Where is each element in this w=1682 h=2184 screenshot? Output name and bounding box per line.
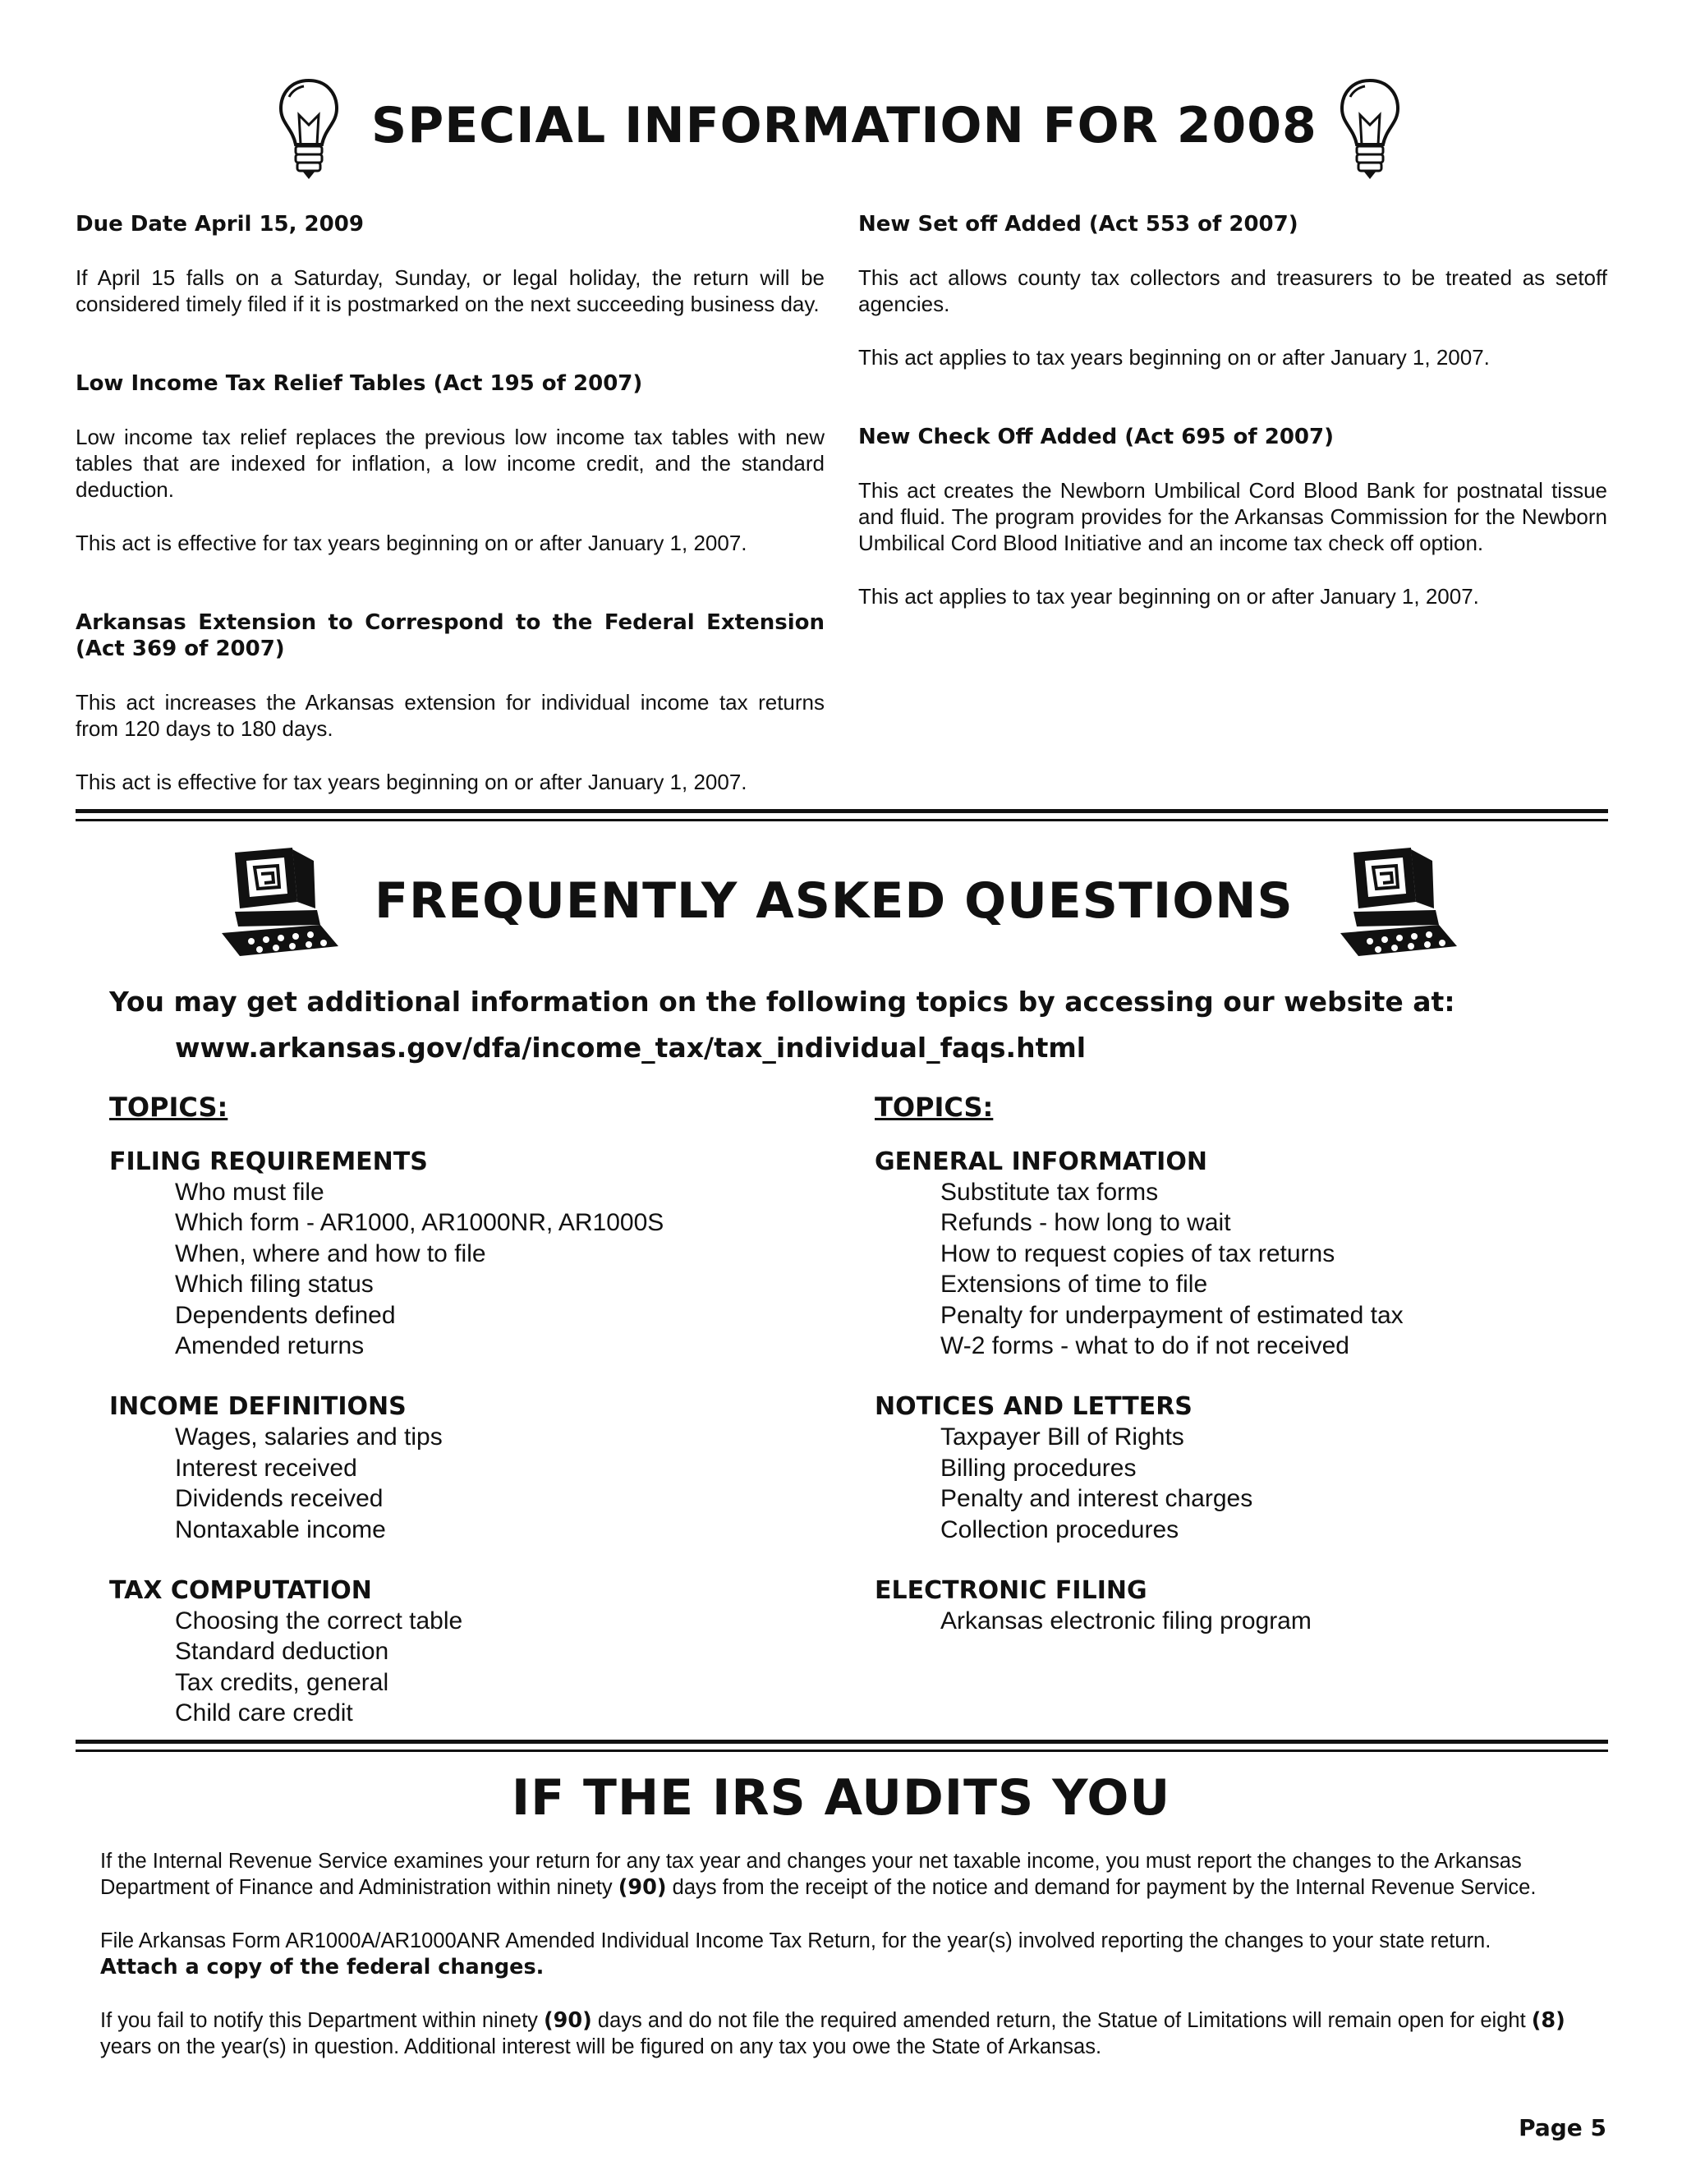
due-date-text: If April 15 falls on a Saturday, Sunday, or legal holiday, the return will be considered timely filed if it is postmarked on the next succeeding business day. [76, 265, 825, 316]
irs-p3-text-b: days and do not file the required amended return, the Statue of Limitations will remain open for eight [591, 2009, 1532, 2032]
topic-group-general [875, 1147, 1581, 1361]
topic-group-electronic [875, 1575, 1581, 1636]
section-divider-2b [76, 1749, 1608, 1752]
topic-item: Substitute tax forms [940, 1179, 1159, 1206]
irs-p1-text-a: If the Internal Revenue Service examines your return for any tax year and changes your net taxable income, you must report the changes to the Arkansas Department of Finance and Administration within ninety [100, 1850, 1522, 1899]
extension-heading: Arkansas Extension to Correspond to the Federal Extension (Act 369 of 2007) [76, 610, 825, 661]
special-left-column [76, 211, 825, 795]
checkoff-heading: New Check Off Added (Act 695 of 2007) [858, 425, 1334, 449]
faq-topics-right [875, 1091, 1581, 1667]
topic-item: Amended returns [175, 1332, 365, 1360]
lightbulb-icon-left [276, 76, 342, 184]
irs-p3-number-1: (90) [544, 2008, 592, 2033]
topic-item: Who must file [175, 1179, 324, 1206]
topic-group-filing [109, 1147, 816, 1361]
topic-item: Billing procedures [940, 1454, 1137, 1482]
topic-item: Refunds - how long to wait [940, 1209, 1231, 1237]
section-divider-2 [76, 1740, 1608, 1744]
irs-p2-text: File Arkansas Form AR1000A/AR1000ANR Amended Individual Income Tax Return, for the year(s) involved reporting the changes to your state return. [100, 1929, 1491, 1952]
setoff-heading: New Set off Added (Act 553 of 2007) [858, 212, 1298, 237]
irs-p1-text-b: days from the receipt of the notice and demand for payment by the Internal Revenue Service. [666, 1876, 1537, 1899]
topic-group-title: NOTICES AND LETTERS [875, 1392, 1193, 1422]
topic-item: When, where and how to file [175, 1239, 486, 1267]
extension-text-2: This act is effective for tax years beginning on or after January 1, 2007. [76, 770, 747, 794]
irs-p3-text-c: years on the year(s) in question. Additional interest will be figured on any tax you owe the State of Arkansas. [100, 2035, 1102, 2058]
topic-item: Nontaxable income [175, 1515, 386, 1543]
topic-item: Dividends received [175, 1485, 384, 1513]
setoff-text-2: This act applies to tax years beginning on or after January 1, 2007. [858, 345, 1490, 370]
checkoff-text-2: This act applies to tax year beginning on or after January 1, 2007. [858, 584, 1479, 609]
topic-item: Taxpayer Bill of Rights [940, 1423, 1184, 1451]
low-income-text-1: Low income tax relief replaces the previous low income tax tables with new tables that are indexed for inflation, a low income credit, and the standard deduction. [76, 425, 825, 502]
extension-text-1: This act increases the Arkansas extension for individual income tax returns from 120 days to 180 days. [76, 690, 825, 741]
topic-group-notices [875, 1391, 1581, 1545]
special-info-title: SPECIAL INFORMATION FOR 2008 [371, 97, 1317, 154]
topic-group-income [109, 1391, 816, 1545]
topic-group-title: ELECTRONIC FILING [875, 1576, 1147, 1606]
low-income-text-2: This act is effective for tax years beginning on or after January 1, 2007. [76, 531, 747, 555]
irs-paragraph-3 [100, 2007, 1583, 2060]
setoff-text-1: This act allows county tax collectors and treasurers to be treated as setoff agencies. [858, 265, 1607, 316]
topics-label-right: TOPICS: [875, 1092, 994, 1123]
topic-item: Interest received [175, 1454, 357, 1482]
section-divider-1 [76, 809, 1608, 813]
irs-p1-number: (90) [618, 1875, 667, 1900]
irs-audit-title: IF THE IRS AUDITS YOU [511, 1769, 1171, 1827]
topic-item: Which form - AR1000, AR1000NR, AR1000S [175, 1209, 664, 1237]
irs-paragraph-1 [100, 1848, 1583, 1901]
topic-group-title: GENERAL INFORMATION [875, 1147, 1207, 1176]
irs-p2-bold: Attach a copy of the federal changes. [100, 1955, 545, 1979]
topic-item: Child care credit [175, 1699, 353, 1727]
topic-item: Standard deduction [175, 1638, 389, 1666]
topic-group-title: TAX COMPUTATION [109, 1576, 372, 1606]
topic-item: W-2 forms - what to do if not received [940, 1332, 1349, 1360]
topic-item: Which filing status [175, 1271, 374, 1299]
topics-label-left: TOPICS: [109, 1092, 228, 1123]
topic-item: Extensions of time to file [940, 1271, 1208, 1299]
topic-group-title: INCOME DEFINITIONS [109, 1392, 407, 1422]
topic-item: Arkansas electronic filing program [940, 1607, 1312, 1635]
special-right-column [858, 211, 1607, 609]
page-number: Page 5 [1519, 2114, 1606, 2141]
topic-item: Penalty for underpayment of estimated tax [940, 1301, 1404, 1329]
topic-item: Dependents defined [175, 1301, 396, 1329]
irs-p3-number-2: (8) [1531, 2008, 1565, 2033]
checkoff-text-1: This act creates the Newborn Umbilical Cord Blood Bank for postnatal tissue and fluid. The program provides for the Arkansas Commission for the Newborn Umbilical Cord Blood Initiative and an income tax check off option. [858, 478, 1607, 555]
faq-title: FREQUENTLY ASKED QUESTIONS [375, 872, 1294, 930]
topic-item: Wages, salaries and tips [175, 1423, 443, 1451]
section-divider-1b [76, 819, 1608, 821]
topic-group-tax-computation [109, 1575, 816, 1729]
irs-p3-text-a: If you fail to notify this Department within ninety [100, 2009, 545, 2032]
computer-icon-left [218, 844, 342, 959]
faq-website-link[interactable]: www.arkansas.gov/dfa/income_tax/tax_individual_faqs.html [175, 1032, 1087, 1064]
faq-topics-left [109, 1091, 816, 1759]
faq-intro: You may get additional information on the following topics by accessing our website at: [109, 986, 1455, 1018]
topic-item: Penalty and interest charges [940, 1485, 1253, 1513]
low-income-heading: Low Income Tax Relief Tables (Act 195 of 2007) [76, 371, 643, 396]
topic-group-title: FILING REQUIREMENTS [109, 1147, 428, 1176]
topic-item: Tax credits, general [175, 1668, 389, 1696]
lightbulb-icon-right [1337, 76, 1403, 184]
topic-item: How to request copies of tax returns [940, 1239, 1335, 1267]
computer-icon-right [1337, 844, 1460, 959]
topic-item: Collection procedures [940, 1515, 1179, 1543]
irs-paragraph-2 [100, 1928, 1583, 1980]
due-date-heading: Due Date April 15, 2009 [76, 212, 364, 237]
topic-item: Choosing the correct table [175, 1607, 463, 1635]
